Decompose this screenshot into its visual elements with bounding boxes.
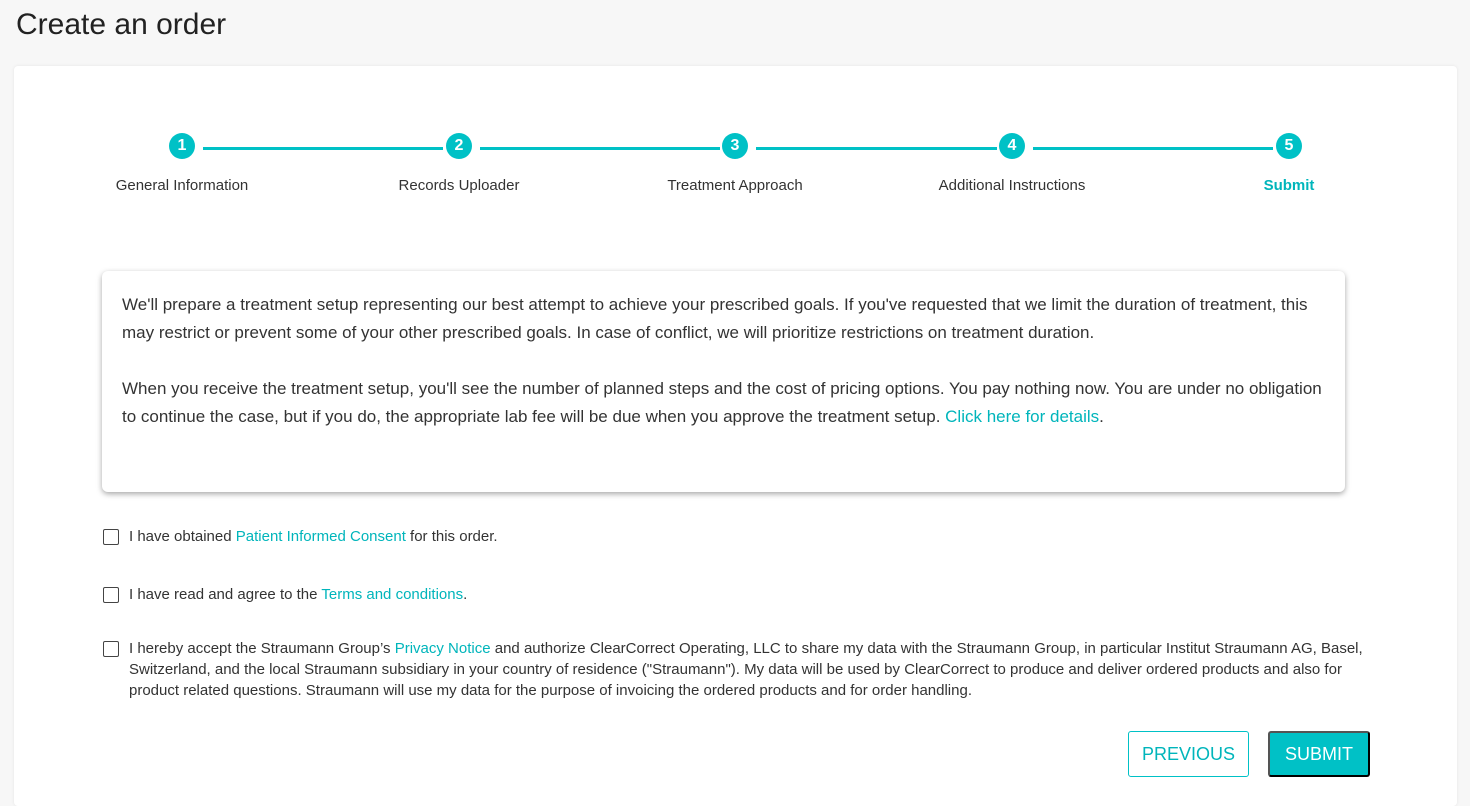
info-paragraph bbox=[122, 375, 1325, 431]
privacy-checkbox[interactable] bbox=[103, 641, 119, 657]
checkbox-label: I have obtained Patient Informed Consent for this order. bbox=[129, 528, 498, 545]
step-number: 5 bbox=[1276, 133, 1302, 159]
step-number: 2 bbox=[446, 133, 472, 159]
info-paragraph: We'll prepare a treatment setup representing our best attempt to achieve your prescribed goals. If you've requested that we limit the duration of treatment, this may restrict or prevent some of your other prescribed goals. In case of conflict, we will prioritize restrictions on treatment duration. bbox=[122, 295, 1308, 342]
details-link[interactable]: Click here for details bbox=[945, 407, 1100, 426]
step-number: 3 bbox=[722, 133, 748, 159]
step-number: 4 bbox=[999, 133, 1025, 159]
terms-link[interactable]: Terms and conditions bbox=[321, 586, 464, 603]
terms-checkbox[interactable] bbox=[103, 587, 119, 603]
checkbox-label: I have read and agree to the Terms and conditions. bbox=[129, 586, 468, 603]
checkbox-label: I hereby accept the Straumann Group’s Privacy Notice and authorize ClearCorrect Operating, LLC to share my data with the Straumann Group, in particular Institut Straumann AG, Basel, Switzerland, and the local Straumann subsidiary in your country of residence ("Straumann"). My data will be used by ClearCorrect to produce and deliver ordered products and also for product related questions. Straumann will use my data for the purpose of invoicing the ordered products and for order handling. bbox=[129, 640, 1363, 699]
step-number: 1 bbox=[169, 133, 195, 159]
step-label: Additional Instructions bbox=[938, 177, 1086, 194]
info-text: When you receive the treatment setup, you'll see the number of planned steps and the cost of pricing options. You pay nothing now. You are under no obligation to continue the case, but if you do, the appropriate lab fee will be due when you approve the treatment setup. bbox=[122, 379, 1322, 426]
step-general-information[interactable] bbox=[82, 133, 282, 194]
step-additional-instructions[interactable] bbox=[912, 133, 1112, 194]
step-label: Treatment Approach bbox=[667, 177, 803, 194]
order-card bbox=[14, 66, 1457, 806]
terms-checkbox-row bbox=[103, 584, 1363, 605]
step-label: Records Uploader bbox=[398, 177, 520, 194]
consent-checkbox-row bbox=[103, 526, 1363, 547]
privacy-checkbox-row bbox=[103, 638, 1363, 701]
step-treatment-approach[interactable] bbox=[635, 133, 835, 194]
step-records-uploader[interactable] bbox=[359, 133, 559, 194]
page-title: Create an order bbox=[16, 8, 227, 41]
patient-consent-link[interactable]: Patient Informed Consent bbox=[235, 528, 406, 545]
consent-checkbox[interactable] bbox=[103, 529, 119, 545]
privacy-notice-link[interactable]: Privacy Notice bbox=[394, 640, 491, 657]
previous-button[interactable]: PREVIOUS bbox=[1128, 731, 1249, 777]
step-label: Submit bbox=[1263, 177, 1315, 194]
step-submit[interactable] bbox=[1189, 133, 1389, 194]
submit-button[interactable]: SUBMIT bbox=[1268, 731, 1370, 777]
info-text: . bbox=[1099, 407, 1104, 426]
info-panel bbox=[102, 271, 1345, 492]
step-label: General Information bbox=[115, 177, 249, 194]
